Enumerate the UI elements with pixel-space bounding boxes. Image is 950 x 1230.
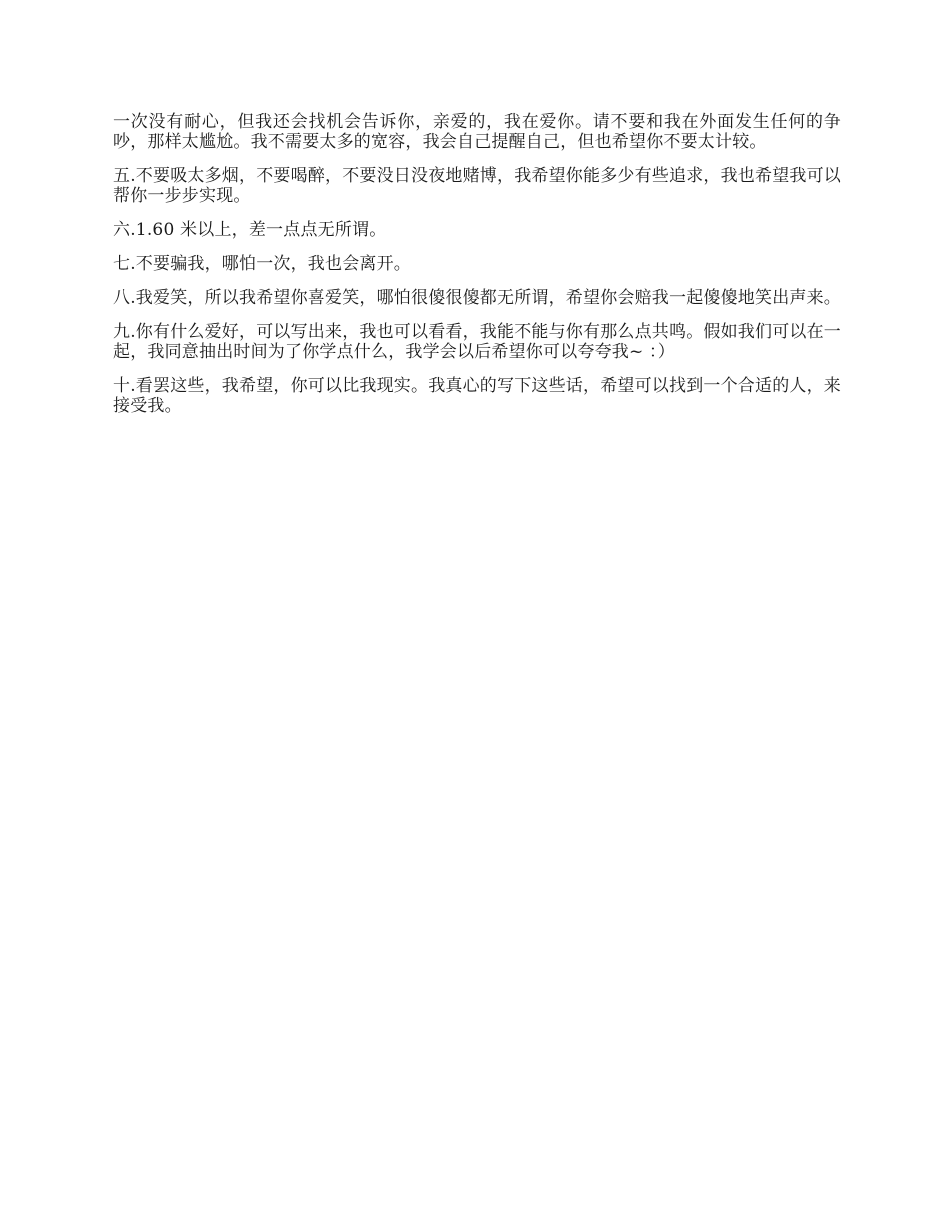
paragraph-item-6: 六.1.60 米以上，差一点点无所谓。: [113, 220, 387, 240]
paragraph-item-9: 九.你有什么爱好，可以写出来，我也可以看看，我能不能与你有那么点共鸣。假如我们可以在一起，我同意抽出时间为了你学点什么，我学会以后希望你可以夸夸我~ ：）: [113, 322, 842, 362]
document-body: [113, 112, 841, 430]
paragraph-item-8: 八.我爱笑，所以我希望你喜爱笑，哪怕很傻很傻都无所谓，希望你会赔我一起傻傻地笑出声来。: [113, 288, 842, 308]
paragraph-item-5: 五.不要吸太多烟，不要喝醉，不要没日没夜地赌博，我希望你能多少有些追求，我也希望我可以帮你一步步实现。: [113, 166, 842, 206]
paragraph-item-10: 十.看罢这些，我希望，你可以比我现实。我真心的写下这些话，希望可以找到一个合适的人，来接受我。: [113, 376, 842, 416]
paragraph-continuation: 一次没有耐心，但我还会找机会告诉你，亲爱的，我在爱你。请不要和我在外面发生任何的争吵，那样太尴尬。我不需要太多的宽容，我会自己提醒自己，但也希望你不要太计较。: [113, 112, 841, 152]
paragraph-item-7: 七.不要骗我，哪怕一次，我也会离开。: [113, 254, 412, 274]
